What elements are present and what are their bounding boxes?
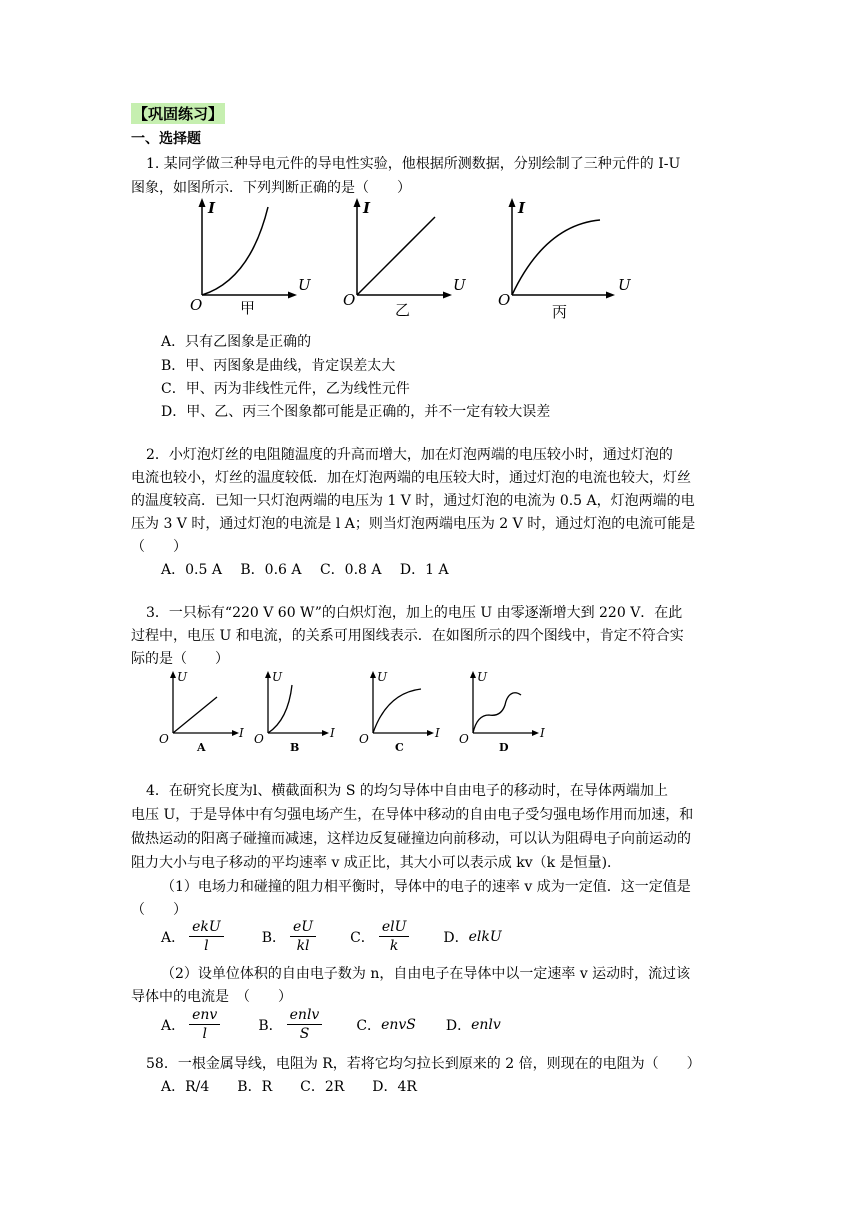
axis-x-label: I — [435, 726, 440, 740]
q4-line3: 做热运动的阳离子碰撞而减速，这样边反复碰撞边向前移动，可以认为阻碍电子向前运动的 — [131, 831, 691, 847]
q2-options: A．0.5 A B．0.6 A C．0.8 A D．1 A — [161, 562, 449, 578]
axis-x-label: U — [453, 276, 466, 294]
option-c-label: C． — [350, 929, 375, 946]
axis-x-label: I — [330, 726, 335, 740]
graph-jia — [190, 198, 312, 317]
q1-option-d: D．甲、乙、丙三个图象都可能是正确的，并不一定有较大误差 — [161, 404, 551, 420]
q4-sub2-line1: （2）设单位体积的自由电子数为 n，自由电子在导体中以一定速率 v 运动时，流过该 — [161, 966, 691, 982]
option-a-label: A． — [161, 1017, 186, 1034]
option-c-label: C． — [356, 1017, 382, 1034]
axis-x-label: U — [618, 276, 631, 294]
option-a-fraction — [189, 918, 224, 955]
graph-label: 乙 — [395, 301, 411, 319]
origin-label: O — [498, 291, 511, 309]
origin-label: O — [254, 732, 264, 746]
axis-x-label: I — [540, 726, 545, 740]
graph-d — [459, 670, 545, 754]
q2-line4: 压为 3 V 时，通过灯泡的电流是 l A；则当灯泡两端电压为 2 V 时，通过灯泡的电流可能是 — [131, 516, 696, 532]
numerator: enlv — [287, 1006, 323, 1025]
q4-sub1-options — [161, 918, 502, 955]
option-b-fraction — [287, 1006, 323, 1043]
q1-iu-graphs — [180, 195, 650, 325]
numerator: eU — [290, 918, 316, 937]
q4-sub2-line2: 导体中的电流是 （ ） — [131, 989, 292, 1005]
axis-x-label: U — [298, 276, 311, 294]
denominator: l — [202, 1026, 207, 1042]
q4-line1: 4．在研究长度为l、横截面积为 S 的均匀导体中自由电子的移动时，在导体两端加上 — [146, 783, 668, 799]
q3-ui-graphs — [155, 665, 555, 757]
denominator: k — [389, 938, 399, 954]
option-b-label: B． — [258, 1017, 283, 1034]
origin-label: O — [159, 732, 169, 746]
denominator: kl — [296, 938, 310, 954]
graph-bing — [498, 198, 632, 321]
option-a-label: A． — [161, 929, 186, 946]
q1-option-a: A．只有乙图象是正确的 — [161, 334, 312, 350]
graph-yi — [343, 198, 467, 319]
axis-y-label: I — [518, 199, 526, 217]
section-tag: 【巩固练习】 — [133, 105, 224, 123]
graph-label: B — [290, 741, 300, 754]
origin-label: O — [359, 732, 369, 746]
q1-stem-line1: 1. 某同学做三种导电元件的导电性实验，他根据所测数据，分别绘制了三种元件的 I-U — [146, 156, 681, 172]
numerator: env — [189, 1006, 220, 1025]
graph-c — [359, 670, 440, 754]
axis-y-label: I — [208, 199, 216, 217]
graph-label: 丙 — [552, 303, 568, 321]
axis-y-label: U — [377, 670, 388, 684]
denominator: l — [204, 938, 209, 954]
axis-y-label: U — [477, 670, 488, 684]
line-yi — [357, 217, 435, 295]
q4-sub1-line2: （ ） — [131, 902, 187, 918]
q2-line1: 2．小灯泡灯丝的电阻随温度的升高而增大，加在灯泡两端的电压较小时，通过灯泡的 — [146, 447, 673, 463]
q2-line2: 电流也较小，灯丝的温度较低．加在灯泡两端的电压较大时，通过灯泡的电流也较大，灯丝 — [131, 470, 691, 486]
axis-x-label: I — [239, 726, 244, 740]
q1-stem-line2: 图象，如图所示．下列判断正确的是（ ） — [131, 180, 411, 196]
option-b-fraction — [290, 918, 316, 955]
q2-line5: （ ） — [131, 539, 187, 555]
q1-option-b: B．甲、丙图象是曲线，肯定误差太大 — [161, 358, 396, 374]
q3-line2: 过程中，电压 U 和电流，的关系可用图线表示．在如图所示的四个图线中，肯定不符合实 — [131, 628, 684, 644]
q4-sub1-line1: （1）电场力和碰撞的阻力相平衡时，导体中的电子的速率 v 成为一定值．这一定值是 — [161, 879, 691, 895]
axis-y-label: U — [177, 670, 188, 684]
option-c-fraction — [379, 918, 410, 955]
numerator: elU — [379, 918, 410, 937]
graph-label: C — [395, 741, 404, 754]
option-a-fraction — [189, 1006, 220, 1043]
graph-label: A — [197, 741, 206, 754]
option-d-text: enlv — [471, 1016, 501, 1033]
option-d-text: elkU — [468, 928, 502, 945]
origin-label: O — [343, 291, 356, 309]
origin-label: O — [459, 732, 469, 746]
q1-option-c: C．甲、丙为非线性元件，乙为线性元件 — [161, 381, 410, 397]
curve-bing — [512, 220, 600, 295]
option-d-label: D． — [445, 1017, 472, 1034]
curve-jia — [202, 207, 268, 295]
graph-label: D — [499, 741, 509, 754]
axis-y-label: I — [363, 199, 371, 217]
q3-line1: 3．一只标有“220 V 60 W”的白炽灯泡，加上的电压 U 由零逐渐增大到 220 V．在此 — [146, 605, 683, 621]
q4-line4: 阻力大小与电子移动的平均速率 v 成正比，其大小可以表示成 kv（k 是恒量)． — [131, 855, 622, 871]
q4-line2: 电压 U，于是导体中有匀强电场产生，在导体中移动的自由电子受匀强电场作用而加速，和 — [131, 807, 694, 823]
graph-label: 甲 — [240, 299, 256, 317]
section-title: 一、选择题 — [131, 131, 201, 147]
option-c-text: envS — [381, 1016, 416, 1033]
numerator: ekU — [189, 918, 224, 937]
q3-line3: 际的是（ ） — [131, 651, 229, 667]
option-d-label: D． — [443, 929, 469, 946]
q4-sub2-options — [161, 1006, 501, 1043]
origin-label: O — [190, 296, 203, 314]
q58-stem: 58．一根金属导线，电阻为 R，若将它均匀拉长到原来的 2 倍，则现在的电阻为（ ） — [146, 1056, 701, 1072]
graph-b — [254, 670, 335, 754]
q2-line3: 的温度较高．已知一只灯泡两端的电压为 1 V 时，通过灯泡的电流为 0.5 A，灯泡两端的电 — [131, 493, 695, 509]
denominator: S — [299, 1026, 310, 1042]
option-b-label: B． — [261, 929, 286, 946]
graph-a — [159, 670, 244, 754]
axis-y-label: U — [272, 670, 283, 684]
q58-options: A．R/4 B．R C．2R D．4R — [161, 1079, 417, 1095]
